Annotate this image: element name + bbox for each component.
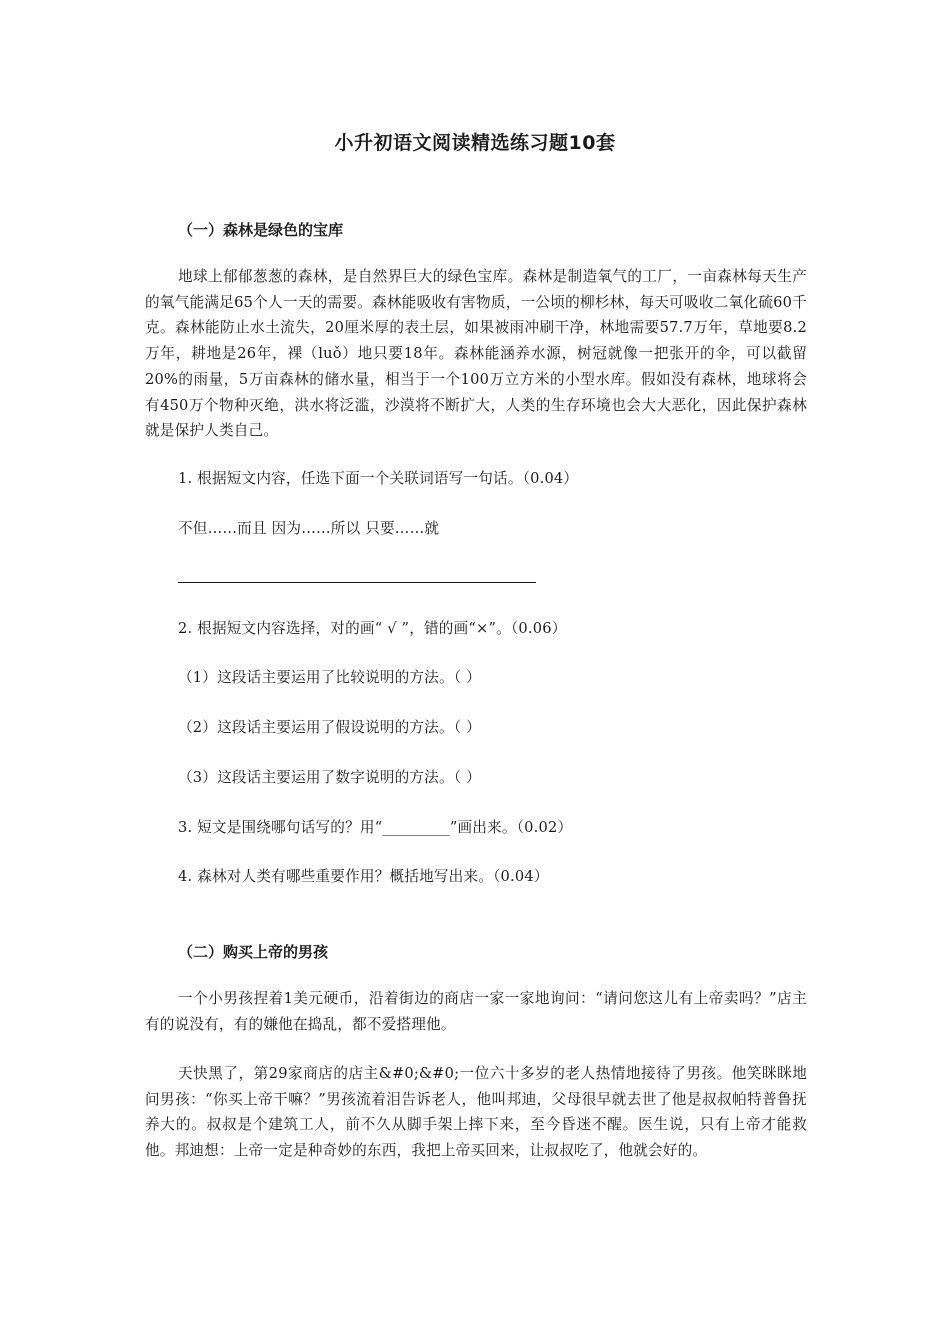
section-heading-boy: （二）购买上帝的男孩	[178, 943, 329, 961]
question-2: 2. 根据短文内容选择，对的画“ √ ”，错的画“×”。（0.06）	[178, 620, 567, 637]
question-1: 1. 根据短文内容，任选下面一个关联词语写一句话。（0.04）	[178, 470, 579, 487]
boy-paragraph-2: 天快黑了，第29家商店的店主&#0;&#0;一位六十多岁的老人热情地接待了男孩。他笑眯眯地问男孩：“你买上帝干嘛？”男孩流着泪告诉老人，他叫邦迪，父母很早就去世了他是叔叔帕特普鲁抚养大的。叔叔是个建筑工人，前不久从脚手架上摔下来，至今昏迷不醒。医生说，只有上帝才能救他。邦迪想：上帝一定是种奇妙的东西，我把上帝买回来，让叔叔吃了，他就会好的。	[145, 1065, 807, 1160]
question-3: 3. 短文是围绕哪句话写的？用“_________”画出来。（0.02）	[178, 819, 573, 836]
question-2-item-1: （1）这段话主要运用了比较说明的方法。（ ）	[178, 669, 481, 686]
section-heading-forest: （一）森林是绿色的宝库	[178, 221, 344, 239]
answer-blank-line	[178, 582, 536, 583]
question-1-options: 不但……而且 因为……所以 只要……就	[178, 520, 440, 537]
forest-paragraph: 地球上郁郁葱葱的森林，是自然界巨大的绿色宝库。森林是制造氧气的工厂，一亩森林每天生产的氧气能满足65个人一天的需要。森林能吸收有害物质，一公顷的柳杉林，每天可吸收二氧化硫60千克。森林能防止水土流失，20厘米厚的表土层，如果被雨冲刷干净，林地需要57.7万年，草地要8.2万年，耕地是26年，裸（luǒ）地只要18年。森林能涵养水源，树冠就像一把张开的伞，可以截留20%的雨量，5万亩森林的储水量，相当于一个100万立方米的小型水库。假如没有森林，地球将会有450万个物种灭绝，洪水将泛滥，沙漠将不断扩大，人类的生存环境也会大大恶化，因此保护森林就是保护人类自己。	[145, 268, 807, 440]
boy-paragraph-1: 一个小男孩捏着1美元硬币，沿着街边的商店一家一家地询问：“请问您这儿有上帝卖吗？”店主有的说没有，有的嫌他在捣乱，都不爱搭理他。	[145, 990, 807, 1033]
document-title: 小升初语文阅读精选练习题10套	[334, 132, 616, 154]
question-2-item-3: （3）这段话主要运用了数字说明的方法。（ ）	[178, 769, 481, 786]
question-2-item-2: （2）这段话主要运用了假设说明的方法。（ ）	[178, 719, 481, 736]
question-4: 4. 森林对人类有哪些重要作用？概括地写出来。（0.04）	[178, 868, 549, 885]
